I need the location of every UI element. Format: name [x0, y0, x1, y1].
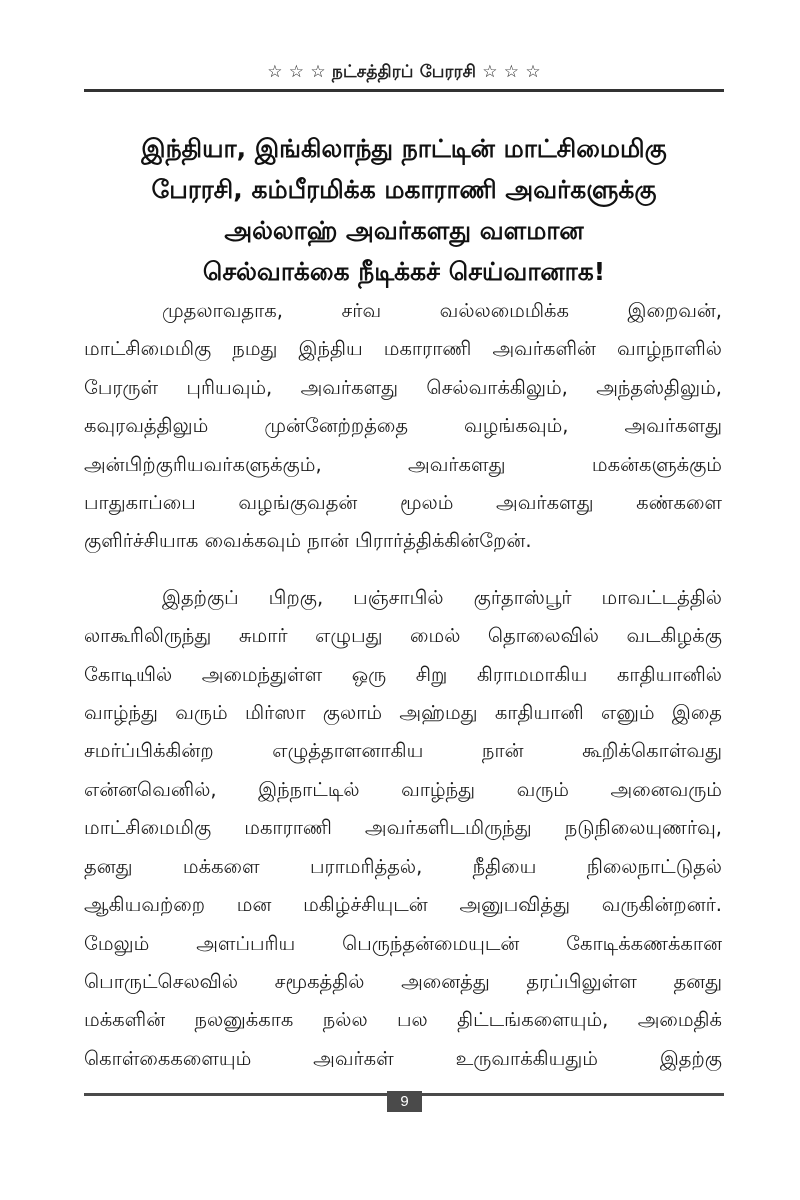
paragraph-spacer [84, 561, 722, 579]
text-line: கவுரவத்திலும் முன்னேற்றத்தை வழங்கவும், அவர்களது [84, 414, 722, 438]
title-line: இந்தியா, இங்கிலாந்து நாட்டின் மாட்சிமைமிகு [141, 134, 667, 163]
text-line: மாட்சிமைமிகு மகாராணி அவர்களிடமிருந்து நடுநிலையுணர்வு, [84, 816, 722, 840]
text-line: ஆகியவற்றை மன மகிழ்ச்சியுடன் அனுபவித்து வருகின்றனர். [84, 893, 722, 917]
text-line: இதற்குப் பிறகு, பஞ்சாபில் குர்தாஸ்பூர் மாவட்டத்தில் [162, 585, 722, 609]
chapter-title [84, 128, 724, 292]
text-line: லாகூரிலிருந்து சுமார் எழுபது மைல் தொலைவில் வடகிழக்கு [84, 624, 722, 648]
title-line: செல்வாக்கை நீடிக்கச் செய்வானாக! [202, 257, 606, 286]
header-divider [84, 89, 724, 92]
text-line: குளிர்ச்சியாக வைக்கவும் நான் பிரார்த்திக்கின்றேன். [84, 529, 532, 553]
paragraph-1 [84, 292, 722, 561]
running-header: ☆ ☆ ☆ நட்சத்திரப் பேரரசி ☆ ☆ ☆ [267, 62, 541, 82]
text-line: கொள்கைகளையும் அவர்கள் உருவாக்கியதும் இதற்கு [84, 1046, 722, 1070]
text-line: அன்பிற்குரியவர்களுக்கும், அவர்களது மகன்களுக்கும் [84, 452, 722, 476]
text-line: கோடியில் அமைந்துள்ள ஒரு சிறு கிராமமாகிய காதியானில் [84, 662, 722, 686]
title-line: பேரரசி, கம்பீரமிக்க மகாராணி அவர்களுக்கு [151, 175, 657, 204]
text-line: பாதுகாப்பை வழங்குவதன் மூலம் அவர்களது கண்களை [84, 491, 722, 515]
title-line: அல்லாஹ் அவர்களது வளமான [224, 216, 584, 245]
body-text [84, 292, 722, 1078]
text-line: மக்களின் நலனுக்காக நல்ல பல திட்டங்களையும், அமைதிக் [84, 1008, 722, 1032]
text-line: தனது மக்களை பராமரித்தல், நீதியை நிலைநாட்டுதல் [84, 854, 722, 878]
text-line: பொருட்செலவில் சமூகத்தில் அனைத்து தரப்பிலுள்ள தனது [84, 969, 722, 993]
text-line: பேரருள் புரியவும், அவர்களது செல்வாக்கிலும், அந்தஸ்திலும், [84, 375, 722, 399]
text-line: முதலாவதாக, சர்வ வல்லமைமிக்க இறைவன், [162, 299, 722, 322]
text-line: மேலும் அளப்பரிய பெருந்தன்மையுடன் கோடிக்கணக்கான [84, 931, 722, 955]
text-line: என்னவெனில், இந்நாட்டில் வாழ்ந்து வரும் அனைவரும் [84, 777, 722, 801]
text-line: மாட்சிமைமிகு நமது இந்திய மகாராணி அவர்களின் வாழ்நாளில் [84, 337, 722, 361]
paragraph-2 [84, 579, 722, 1078]
text-line: சமர்ப்பிக்கின்ற எழுத்தாளனாகிய நான் கூறிக்கொள்வது [84, 739, 722, 763]
page-number: 9 [387, 1091, 422, 1112]
text-line: வாழ்ந்து வரும் மிர்ஸா குலாம் அஹ்மது காதியானி எனும் இதை [84, 701, 722, 725]
